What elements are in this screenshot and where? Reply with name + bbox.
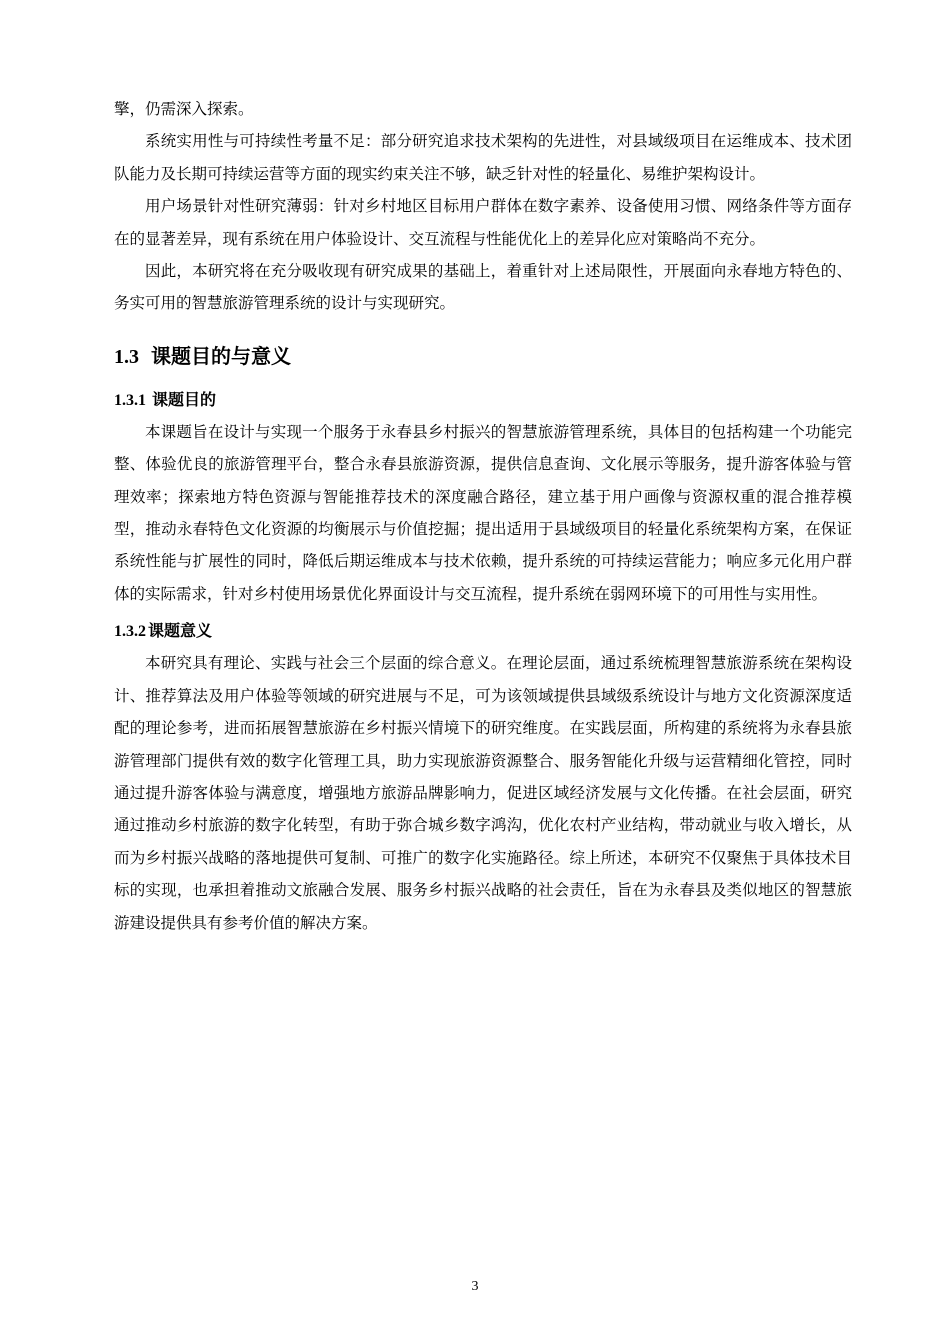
continuation-paragraph: 擎，仍需深入探索。 <box>114 100 254 118</box>
paragraph-conclusion: 因此，本研究将在充分吸收现有研究成果的基础上，着重针对上述局限性，开展面向永春地方特色的、务实可用的智慧旅游管理系统的设计与实现研究。 <box>114 262 852 313</box>
subsection-heading-significance <box>114 616 852 647</box>
paragraph-practicality: 系统实用性与可持续性考量不足：部分研究追求技术架构的先进性，对县域级项目在运维成本、技术团队能力及长期可持续运营等方面的现实约束关注不够，缺乏针对性的轻量化、易维护架构设计。 <box>114 132 852 183</box>
section-number: 1.3 <box>114 345 139 368</box>
subsection-title: 课题目的 <box>152 389 217 409</box>
paragraph-purpose: 本课题旨在设计与实现一个服务于永春县乡村振兴的智慧旅游管理系统，具体目的包括构建一个功能完整、体验优良的旅游管理平台，整合永春县旅游资源，提供信息查询、文化展示等服务，提升游客体验与管理效率；探索地方特色资源与智能推荐技术的深度融合路径，建立基于用户画像与资源权重的混合推荐模型，推动永春特色文化资源的均衡展示与价值挖掘；提出适用于县域级项目的轻量化系统架构方案，在保证系统性能与扩展性的同时，降低后期运维成本与技术依赖，提升系统的可持续运营能力；响应多元化用户群体的实际需求，针对乡村使用场景优化界面设计与交互流程，提升系统在弱网环境下的可用性与实用性。 <box>114 422 852 603</box>
subsection-number: 1.3.2 <box>114 623 146 641</box>
section-heading <box>114 340 852 373</box>
subsection-title: 课题意义 <box>148 621 213 641</box>
paragraph-significance: 本研究具有理论、实践与社会三个层面的综合意义。在理论层面，通过系统梳理智慧旅游系统在架构设计、推荐算法及用户体验等领域的研究进展与不足，可为该领域提供县域级系统设计与地方文化资源深度适配的理论参考，进而拓展智慧旅游在乡村振兴情境下的研究维度。在实践层面，所构建的系统将为永春县旅游管理部门提供有效的数字化管理工具，助力实现旅游资源整合、服务智能化升级与运营精细化管控，同时通过提升游客体验与满意度，增强地方旅游品牌影响力，促进区域经济发展与文化传播。在社会层面，研究通过推动乡村旅游的数字化转型，有助于弥合城乡数字鸿沟，优化农村产业结构，带动就业与收入增长，从而为乡村振兴战略的落地提供可复制、可推广的数字化实施路径。综上所述，本研究不仅聚焦于具体技术目标的实现，也承担着推动文旅融合发展、服务乡村振兴战略的社会责任，旨在为永春县及类似地区的智慧旅游建设提供具有参考价值的解决方案。 <box>114 654 852 932</box>
page-number: 3 <box>471 1279 479 1294</box>
section-title: 课题目的与意义 <box>151 343 291 368</box>
page-content <box>114 93 852 939</box>
paragraph-user-scenario: 用户场景针对性研究薄弱：针对乡村地区目标用户群体在数字素养、设备使用习惯、网络条件等方面存在的显著差异，现有系统在用户体验设计、交互流程与性能优化上的差异化应对策略尚不充分。 <box>114 197 852 248</box>
subsection-heading-purpose <box>114 385 852 416</box>
subsection-number: 1.3.1 <box>114 391 146 409</box>
